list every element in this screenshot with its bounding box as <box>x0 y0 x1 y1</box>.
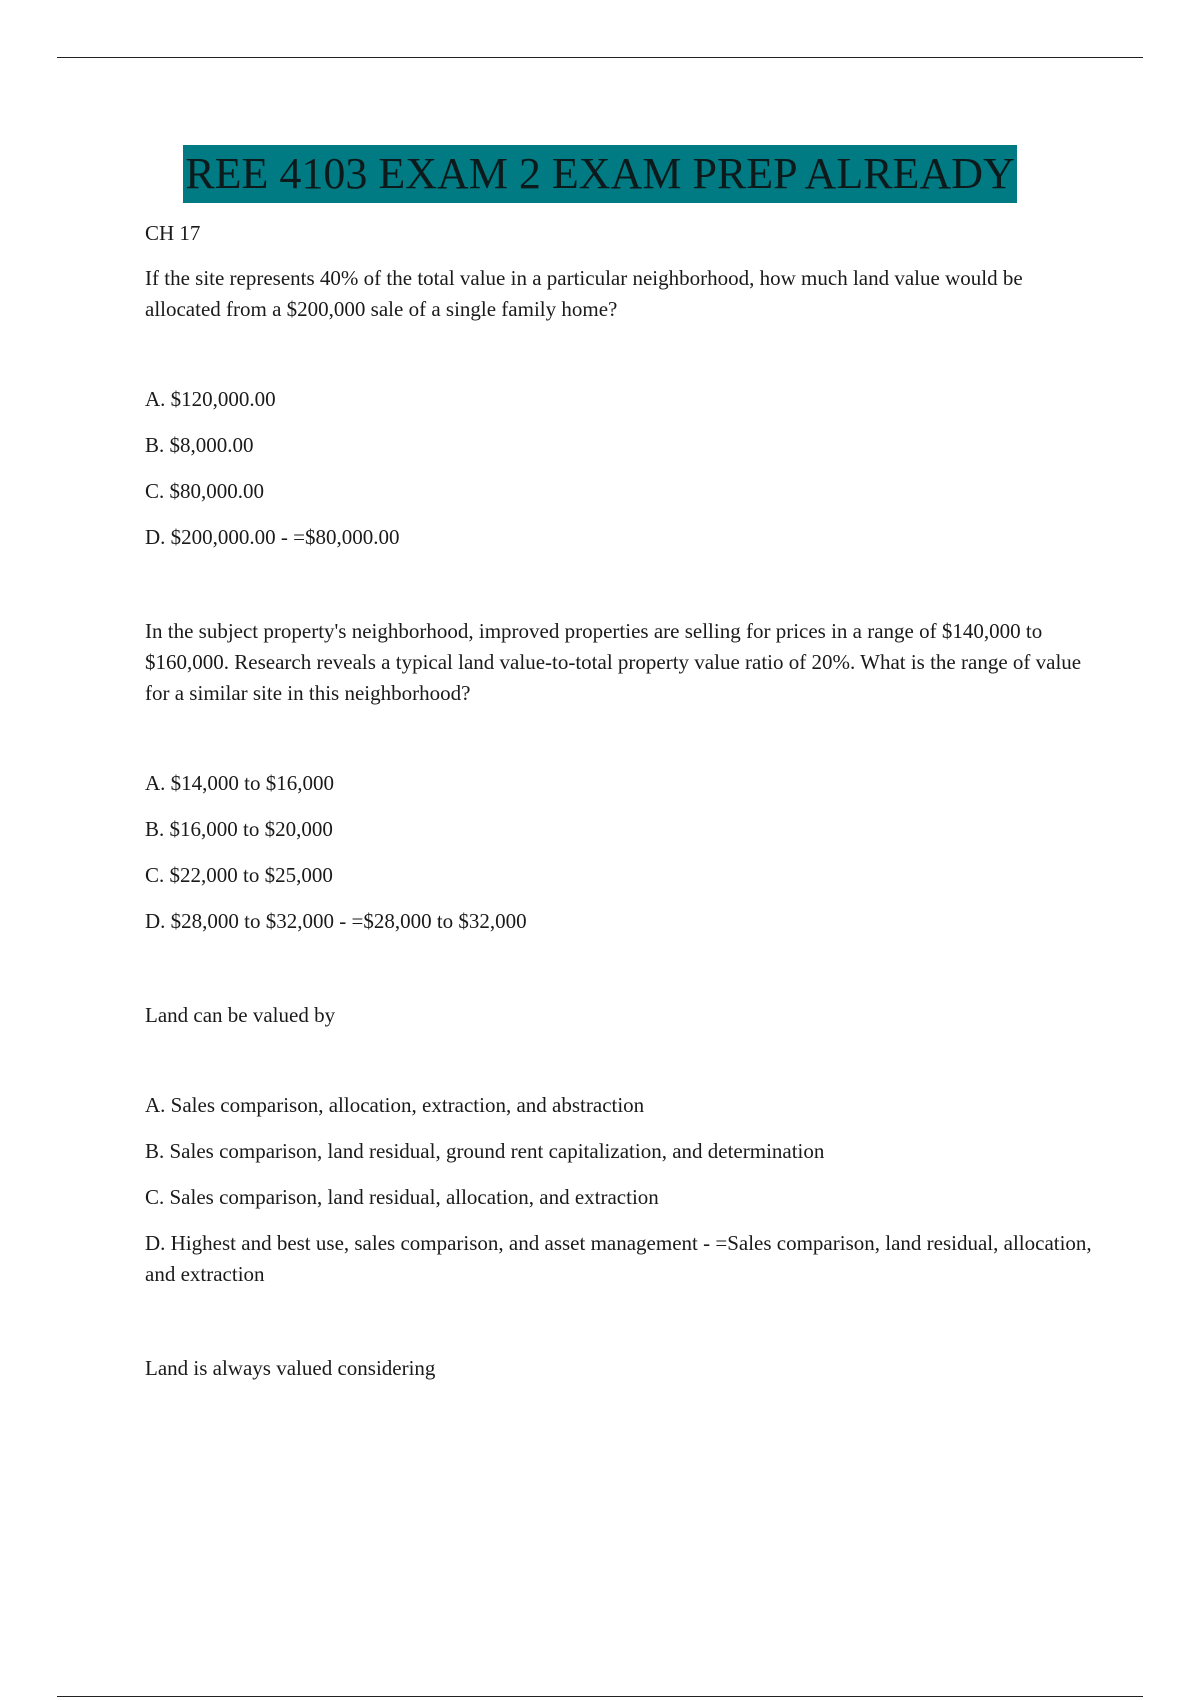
answer-option: A. $120,000.00 <box>145 387 276 411</box>
answer-option: C. $22,000 to $25,000 <box>145 863 333 887</box>
answer-option: A. Sales comparison, allocation, extraction, and abstraction <box>145 1093 645 1117</box>
answer-option: B. $8,000.00 <box>145 433 254 457</box>
question-text: Land is always valued considering <box>145 1356 436 1380</box>
answer-option: C. Sales comparison, land residual, allocation, and extraction <box>145 1185 659 1209</box>
top-rule <box>57 57 1143 58</box>
answer-option: B. $16,000 to $20,000 <box>145 817 333 841</box>
answer-option: D. Highest and best use, sales comparison, and asset management - =Sales comparison, land residual, allocation, and extraction <box>145 1231 1092 1286</box>
answer-option: A. $14,000 to $16,000 <box>145 771 334 795</box>
document-body <box>145 218 1095 1443</box>
title-banner <box>0 145 1200 203</box>
document-title: REE 4103 EXAM 2 EXAM PREP ALREADY <box>183 145 1017 203</box>
question-text: If the site represents 40% of the total value in a particular neighborhood, how much land value would be allocated from a $200,000 sale of a single family home? <box>145 266 1023 321</box>
answer-option: C. $80,000.00 <box>145 479 265 503</box>
answer-option: D. $28,000 to $32,000 - =$28,000 to $32,000 <box>145 909 527 933</box>
answer-option: D. $200,000.00 - =$80,000.00 <box>145 525 400 549</box>
question-text: Land can be valued by <box>145 1003 336 1027</box>
answer-option: B. Sales comparison, land residual, ground rent capitalization, and determination <box>145 1139 825 1163</box>
bottom-rule <box>57 1696 1143 1697</box>
question-text: In the subject property's neighborhood, improved properties are selling for prices in a range of $140,000 to $160,000. Research reveals a typical land value-to-total property value ratio of 20%. What is the range of value for a similar site in this neighborhood? <box>145 619 1082 705</box>
chapter-heading: CH 17 <box>145 221 201 245</box>
